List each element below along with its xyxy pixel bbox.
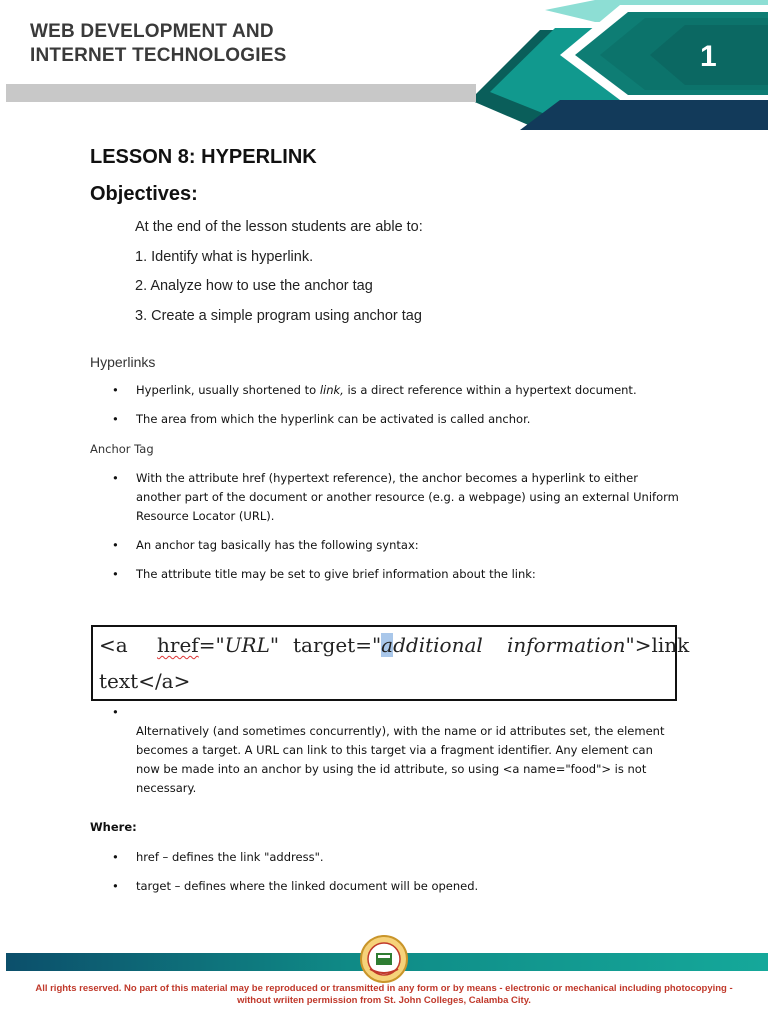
bullet-icon: • [112,383,119,397]
list-item [112,469,682,526]
lesson-title: LESSON 8: HYPERLINK [90,146,317,168]
page-number: 1 [700,40,717,73]
course-title [30,20,287,68]
code-token: information [507,633,626,657]
list-item [112,877,682,896]
list-item [112,536,682,555]
cursor-highlight: a [381,633,394,657]
bullet-icon: • [112,850,119,864]
code-token: URL [224,633,270,657]
bullet-text: target – defines where the linked document will be opened. [136,879,479,893]
bullet-text: Hyperlink, usually shortened to [136,383,320,397]
bullet-text-italic: link, [319,383,344,397]
list-item [112,565,682,584]
code-token: ">link [625,633,690,657]
hyperlinks-label: Hyperlinks [90,354,156,370]
bullet-icon: • [112,538,119,552]
bullet-icon: • [112,879,119,893]
bullet-text: is a direct reference within a hypertext document. [343,383,637,397]
bullet-icon: • [112,471,119,485]
code-token: dditional [393,633,483,657]
copyright-notice [0,983,768,1007]
code-token: =" [198,633,225,657]
bullet-icon: • [112,567,119,581]
code-token: target=" [293,633,382,657]
copyright-line-1: All rights reserved. No part of this material may be reproduced or transmitted in any form or by means - electronic or mechanical including photocopying - [35,983,733,994]
alternatively-paragraph: Alternatively (and sometimes concurrently), with the name or id attributes set, the element becomes a target. A URL can link to this target via a fragment identifier. Any element can now be made into an anchor by using the id attribute, so using <a name="food"> is not necessary. [136,724,665,795]
code-token-href [157,633,279,657]
bullet-text: href – defines the link "address". [136,850,324,864]
code-sample-box [91,625,690,701]
where-list [112,848,682,896]
bullet-text: The area from which the hyperlink can be activated is called anchor. [136,412,531,426]
list-item [112,410,682,429]
code-line-2: text</a> [99,669,191,693]
anchor-tag-label: Anchor Tag [90,442,154,456]
bullet-text: An anchor tag basically has the following syntax: [136,538,419,552]
hyperlinks-list [112,381,682,429]
code-token: " [269,633,280,657]
objective-item: 1. Identify what is hyperlink. [135,249,314,265]
copyright-line-2: without wriiten permission from St. John Colleges, Calamba City. [237,995,531,1006]
bullet-icon: • [112,412,119,426]
code-token-target [293,633,483,657]
objective-item: 2. Analyze how to use the anchor tag [135,278,373,294]
anchor-tag-list [112,469,682,584]
bullet-icon: • [112,705,119,719]
objectives-heading: Objectives: [90,183,198,205]
code-token-info [507,633,689,657]
list-item [112,848,682,867]
course-title-line2: INTERNET TECHNOLOGIES [30,45,287,66]
code-token: <a [99,633,128,657]
list-item [112,381,682,400]
where-label: Where: [90,820,137,834]
course-title-line1: WEB DEVELOPMENT AND [30,21,274,42]
header-bar [6,84,476,102]
code-token: href [157,633,199,657]
school-seal-icon [361,936,407,982]
objectives-intro: At the end of the lesson students are able to: [135,219,423,235]
objective-item: 3. Create a simple program using anchor tag [135,308,422,324]
footer-graphic [0,935,768,985]
bullet-text: The attribute title may be set to give brief information about the link: [136,567,536,581]
bullet-text: With the attribute href (hypertext reference), the anchor becomes a hyperlink to either another part of the document or another resource (e.g. a webpage) using an external Uniform Resource Locator (URL). [136,471,679,523]
